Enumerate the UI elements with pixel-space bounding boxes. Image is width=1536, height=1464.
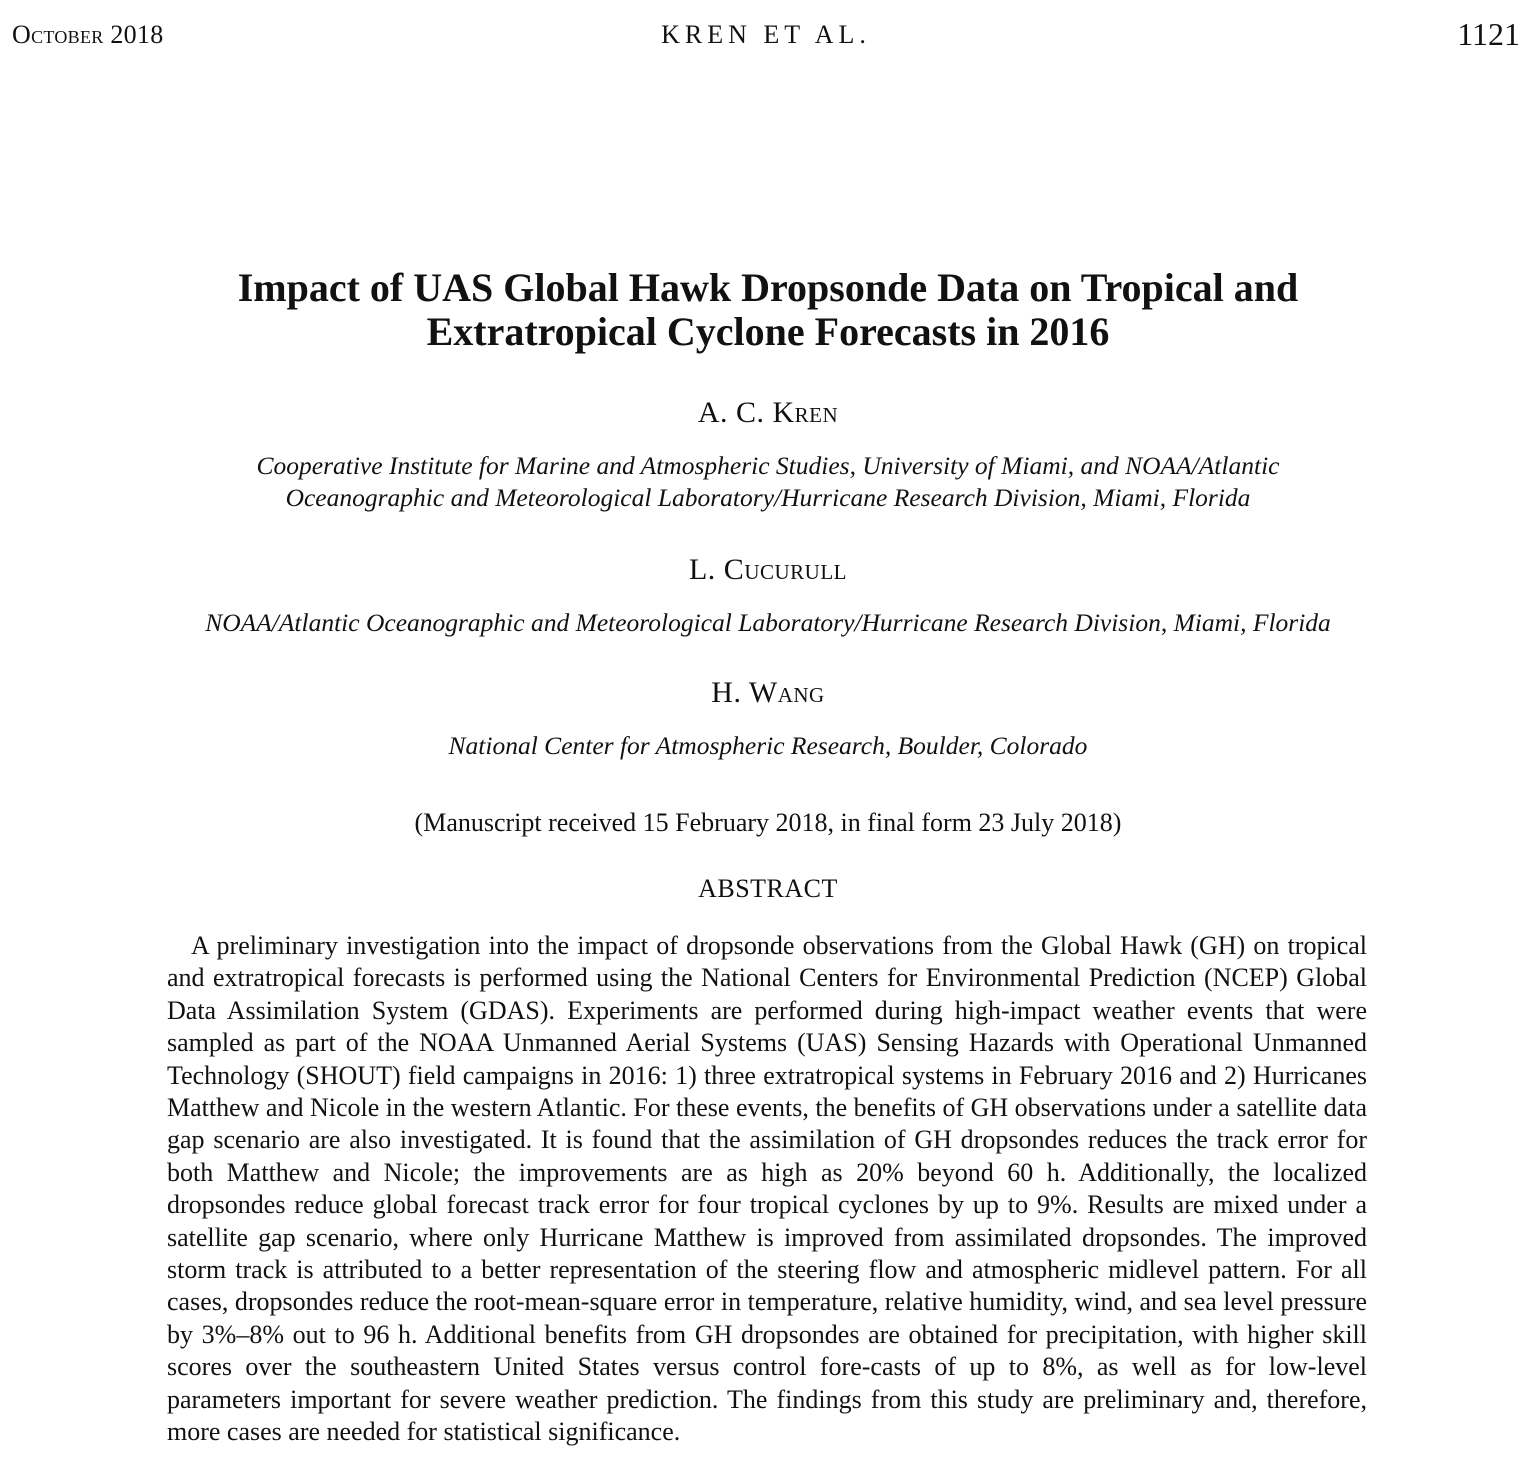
running-head-authors: KREN ET AL.: [661, 20, 871, 49]
running-head: [12, 16, 1520, 56]
article-title-line-2: Extratropical Cyclone Forecasts in 2016: [426, 309, 1110, 354]
author-name-1: A. C. Kren: [697, 396, 839, 429]
affiliation-line: Cooperative Institute for Marine and Atmospheric Studies, University of Miami, and NOAA/Atlantic: [256, 451, 1280, 480]
author-name-3: H. Wang: [711, 676, 825, 709]
manuscript-dates: (Manuscript received 15 February 2018, in final form 23 July 2018): [414, 808, 1122, 837]
running-head-date: October 2018: [12, 20, 164, 49]
article-title-line-1: Impact of UAS Global Hawk Dropsonde Data on Tropical and: [237, 265, 1299, 310]
article-title: [0, 266, 1536, 354]
abstract-text: A preliminary investigation into the impact of dropsonde observations from the Global Hawk (GH) on tropical and extratropical forecasts is performed using the National Centers for Environmental Prediction (NCEP) Global Data Assimilation System (GDAS). Experiments are performed during high-impact weather events that were sampled as part of the NOAA Unmanned Aerial Systems (UAS) Sensing Hazards with Operational Unmanned Technology (SHOUT) field campaigns in 2016: 1) three extratropical systems in February 2016 and 2) Hurricanes Matthew and Nicole in the western Atlantic. For these events, the benefits of GH observations under a satellite data gap scenario are also investigated. It is found that the assimilation of GH dropsondes reduces the track error for both Matthew and Nicole; the improvements are as high as 20% beyond 60 h. Additionally, the localized dropsondes reduce global forecast track error for four tropical cyclones by up to 9%. Results are mixed under a satellite gap scenario, where only Hurricane Matthew is improved from assimilated dropsondes. The improved storm track is attributed to a better representation of the steering flow and atmospheric midlevel pattern. For all cases, dropsondes reduce the root-mean-square error in temperature, relative humidity, wind, and sea level pressure by 3%–8% out to 96 h. Additional benefits from GH dropsondes are obtained for precipitation, with higher skill scores over the southeastern United States versus control fore-casts of up to 8%, as well as for low-level parameters important for severe weather prediction. The findings from this study are preliminary and, therefore, more cases are needed for statistical significance.: [167, 931, 1367, 1447]
author-name-2: L. Cucurull: [688, 553, 847, 586]
author-affiliation-2: [0, 607, 1536, 639]
affiliation-line: Oceanographic and Meteorological Laboratory/Hurricane Research Division, Miami, Florida: [285, 483, 1251, 512]
affiliation-line: NOAA/Atlantic Oceanographic and Meteorological Laboratory/Hurricane Research Division, Miami, Florida: [205, 608, 1331, 637]
abstract-heading: ABSTRACT: [698, 874, 838, 903]
author-affiliation-1: [0, 450, 1536, 514]
page-number: 1121: [1457, 16, 1520, 52]
affiliation-line: National Center for Atmospheric Research, Boulder, Colorado: [448, 731, 1088, 760]
author-affiliation-3: [0, 730, 1536, 762]
